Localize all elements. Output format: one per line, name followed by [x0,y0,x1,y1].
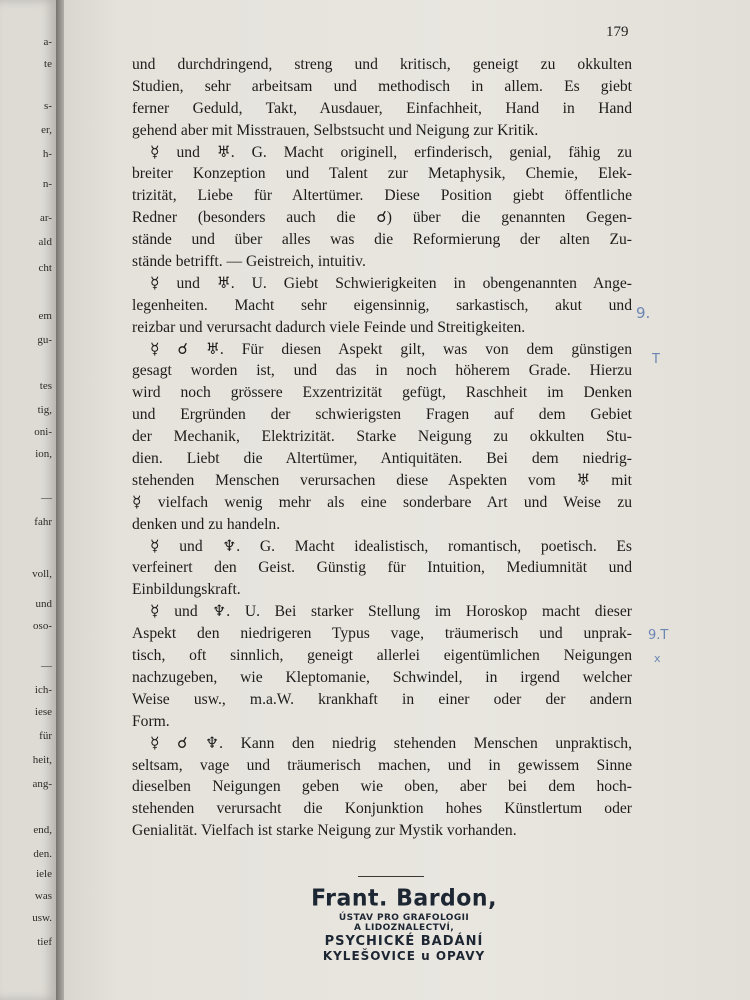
left-page-fragment: iele [36,868,52,880]
text-line: ferner Geduld, Takt, Ausdauer, Einfachheit, Hand in Hand [132,99,632,117]
margin-note: x [654,652,661,665]
left-page-fragment: ich- [34,684,52,696]
left-page-fragment: was [34,890,52,902]
left-page-fragment: ion, [35,448,52,460]
text-line: und Ergründen der schwierigsten Fragen auf dem Gebiet [132,406,632,424]
left-page-fragment: voll, [32,568,52,580]
stamp-line: A LIDOZNALECTVÍ, [353,923,455,933]
margin-note: 9.T [648,628,669,643]
text-line: gehend aber mit Misstrauen, Selbstsucht und Neigung zur Kritik. [132,121,539,139]
margin-note: T [652,352,660,367]
left-page-fragment: — [41,660,52,672]
text-line: ☿ und ♅. U. Giebt Schwierigkeiten in obengenannten Ange- [150,274,632,292]
stamp-name: Frant. Bardon, [311,885,497,912]
left-page-fragment: fahr [34,516,52,528]
owner-stamp [304,886,504,963]
text-line: ☿ und ♆. G. Macht idealistisch, romantisch, poetisch. Es [150,537,632,555]
stamp-line: KYLEŠOVICE u OPAVY [322,949,486,963]
text-line: stände betrifft. — Geistreich, intuitiv. [132,253,366,271]
left-page-fragment: tig, [37,404,52,416]
text-line: verfeinert den Geist. Günstig für Intuition, Mediumnität und [132,559,632,577]
page-text [132,54,632,842]
left-page-fragment: oso- [33,620,52,632]
left-page-fragment: für [39,730,52,742]
left-page-fragment: — [41,492,52,504]
text-line: und durchdringend, streng und kritisch, geneigt zu okkulten [132,56,632,73]
text-line: ☿ und ♆. U. Bei starker Stellung im Horoskop macht dieser [150,603,632,621]
text-line: wird noch grössere Exzentrizität gefügt, Raschheit im Denken [132,384,632,402]
text-line: nachzugeben, wie Kleptomanie, Schwindel, in irgend welcher [132,668,632,686]
left-page-fragment: heit, [32,754,52,766]
page-number: 179 [606,24,629,40]
text-line: der Mechanik, Elektrizität. Starke Neigung zu okkulten Stu- [132,428,632,446]
text-line: dieselben Neigungen geben wie oben, aber bei dem hoch- [132,778,632,796]
text-line: Aspekt den niedrigeren Typus vage, träumerisch und unprak- [132,625,632,643]
stamp-line: ÚSTAV PRO GRAFOLOGII [338,913,470,923]
text-line: ☿ vielfach wenig mehr als eine sonderbare Art und Weise zu [132,493,632,511]
margin-note: 9. [636,304,651,322]
text-line: Redner (besonders auch die ☌) über die genannten Gegen- [132,209,632,227]
left-page-fragment: em [38,310,52,322]
text-line: ☿ und ♅. G. Macht originell, erfinderisch, genial, fähig zu [150,143,632,161]
text-line: tisch, oft sinnlich, geneigt allerlei eigentümlichen Neigungen [132,647,632,665]
text-line: stehenden Menschen verursachen diese Aspekten vom ♅ mit [132,471,632,489]
left-page-fragment: ald [38,236,52,248]
left-page-fragment: s- [44,100,52,112]
left-page-fragment: cht [38,262,52,274]
book-page [64,0,750,1000]
left-page-fragment: und [35,598,52,610]
left-page-fragment: gu- [37,334,52,346]
left-page-fragment: usw. [32,912,52,924]
left-page-fragment: er, [41,124,52,136]
text-line: reizbar und verursacht dadurch viele Feinde und Streitigkeiten. [132,318,526,336]
text-line: dien. Liebt die Altertümer, Antiquitäten. Bei dem niedrig- [132,450,632,468]
left-page-fragment: tief [37,936,52,948]
text-line: Form. [132,712,170,730]
text-line: trizität, Liebe für Altertümer. Diese Position giebt öffentliche [132,187,632,205]
left-page-fragment: end, [33,824,52,836]
left-page-fragment: a- [43,36,52,48]
book-gutter [56,0,64,1000]
left-page-fragment: n- [42,178,52,190]
left-page-fragment: ar- [40,212,52,224]
left-page-fragment: h- [42,148,52,160]
text-line: legenheiten. Macht sehr eigensinnig, sarkastisch, akut und [132,296,632,314]
text-line: Studien, sehr arbeitsam und methodisch in allem. Es giebt [132,77,632,95]
text-line: ☿ ☌ ♆. Kann den niedrig stehenden Menschen unpraktisch, [150,734,632,752]
left-page-edge [0,0,56,1000]
left-page-fragment: ang- [32,778,52,790]
text-line: denken und zu handeln. [132,515,281,533]
divider-line [358,876,424,877]
text-line: gesagt worden ist, und das in noch höherem Grade. Hierzu [132,362,632,380]
left-page-fragment: te [44,58,52,70]
left-page-fragment: den. [33,848,52,860]
text-line: Einbildungskraft. [132,581,241,599]
left-page-fragment: oni- [34,426,52,438]
left-page-fragment: iese [34,706,52,718]
left-page-fragment: tes [39,380,52,392]
text-line: stehenden verursacht die Konjunktion hohes Künstlertum oder [132,800,632,818]
text-line: breiter Konzeption und Talent zur Metaphysik, Chemie, Elek- [132,165,632,183]
stamp-line: PSYCHICKÉ BADÁNÍ [324,934,484,949]
text-line: Genialität. Vielfach ist starke Neigung zur Mystik vorhanden. [132,822,517,840]
text-line: seltsam, vage und träumerisch machen, und in gewissem Sinne [132,756,632,774]
text-line: Weise usw., m.a.W. krankhaft in einer oder der andern [132,690,632,708]
text-line: ☿ ☌ ♅. Für diesen Aspekt gilt, was von dem günstigen [150,340,632,358]
text-line: stände und über alles was die Reformierung der alten Zu- [132,231,632,249]
